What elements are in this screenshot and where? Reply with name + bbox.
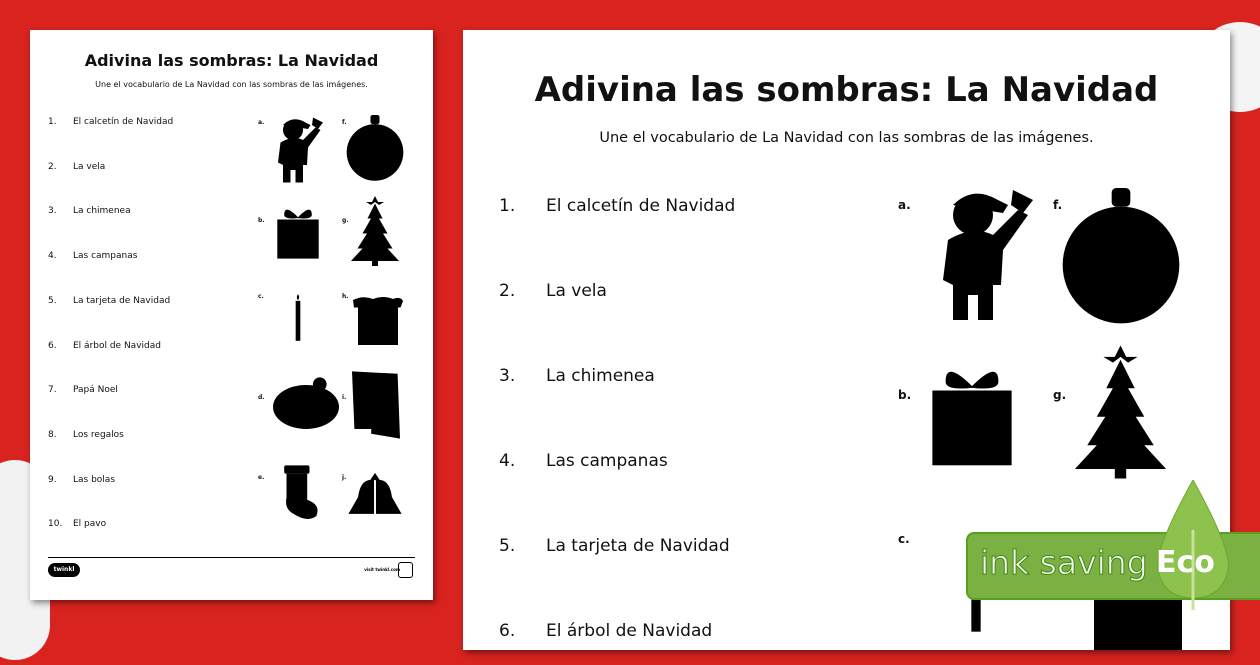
item-number: 6. (499, 621, 516, 641)
item-number: 6. (48, 340, 57, 351)
item-number: 4. (48, 251, 57, 262)
footer-divider (48, 557, 415, 558)
item-text: La tarjeta de Navidad (73, 295, 171, 306)
item-text: Las campanas (73, 251, 138, 262)
item-text: El pavo (73, 519, 107, 530)
item-text: La chimenea (73, 206, 131, 217)
card-silhouette-icon (352, 370, 400, 440)
letter-label: f. (1053, 198, 1063, 212)
item-text: Las bolas (73, 474, 116, 485)
letter-label: g. (342, 217, 349, 224)
letter-label: e. (258, 474, 265, 481)
letter-label: c. (258, 293, 264, 300)
item-text: La tarjeta de Navidad (546, 536, 730, 556)
letter-label: b. (898, 388, 912, 402)
bauble-silhouette-icon (1061, 188, 1181, 328)
tree-silhouette-icon (1073, 337, 1168, 487)
page-title: Adivina las sombras: La Navidad (534, 70, 1159, 110)
twinkl-logo: twinkl (48, 563, 80, 577)
item-number: 10. (48, 519, 63, 530)
item-number: 1. (499, 196, 516, 216)
fireplace-silhouette-icon (347, 295, 409, 345)
item-number: 2. (499, 281, 516, 301)
gift-silhouette-icon (275, 198, 321, 264)
item-text: Los regalos (73, 429, 124, 440)
letter-label: b. (258, 217, 265, 224)
bauble-silhouette-icon (345, 115, 405, 183)
page-title: Adivina las sombras: La Navidad (84, 51, 379, 70)
item-number: 8. (48, 429, 57, 440)
worksheet-thumbnail[interactable] (30, 30, 433, 600)
letter-label: h. (342, 293, 349, 300)
item-text: La chimenea (546, 366, 655, 386)
item-number: 2. (48, 161, 57, 172)
item-text: Las campanas (546, 451, 668, 471)
item-number: 4. (499, 451, 516, 471)
turkey-silhouette-icon (271, 376, 341, 431)
item-number: 9. (48, 474, 57, 485)
item-number: 5. (499, 536, 516, 556)
item-text: El árbol de Navidad (73, 340, 161, 351)
item-text: El árbol de Navidad (546, 621, 713, 641)
ink-saving-label: ink saving (980, 543, 1148, 582)
item-text: El calcetín de Navidad (73, 117, 174, 127)
item-number: 7. (48, 385, 57, 396)
gift-silhouette-icon (928, 350, 1016, 475)
letter-label: i. (342, 394, 347, 401)
letter-label: j. (342, 474, 347, 481)
letter-label: a. (258, 119, 265, 126)
letter-label: f. (342, 119, 347, 126)
page-subtitle: Une el vocabulario de La Navidad con las sombras de las imágenes. (95, 80, 368, 89)
santa-silhouette-icon (273, 115, 323, 185)
santa-silhouette-icon (928, 185, 1038, 325)
letter-label: d. (258, 394, 265, 401)
tree-silhouette-icon (350, 192, 400, 270)
letter-label: a. (898, 198, 911, 212)
item-text: La vela (546, 281, 607, 301)
quality-badge-icon (398, 562, 413, 578)
bells-silhouette-icon (346, 470, 404, 524)
page-subtitle: Une el vocabulario de La Navidad con las sombras de las imágenes. (599, 130, 1094, 146)
item-number: 3. (48, 206, 57, 217)
eco-label: Eco (1156, 545, 1215, 580)
item-number: 5. (48, 295, 57, 306)
item-text: Papá Noel (73, 385, 118, 396)
ink-saving-eco-badge (966, 532, 1260, 600)
item-text: La vela (73, 161, 106, 172)
stocking-silhouette-icon (275, 460, 321, 526)
item-number: 1. (48, 117, 57, 127)
item-number: 3. (499, 366, 516, 386)
letter-label: g. (1053, 388, 1067, 402)
candle-silhouette-icon (293, 280, 303, 355)
visit-link: visit twinkl.com (364, 567, 400, 572)
item-text: El calcetín de Navidad (546, 196, 736, 216)
letter-label: c. (898, 532, 910, 546)
